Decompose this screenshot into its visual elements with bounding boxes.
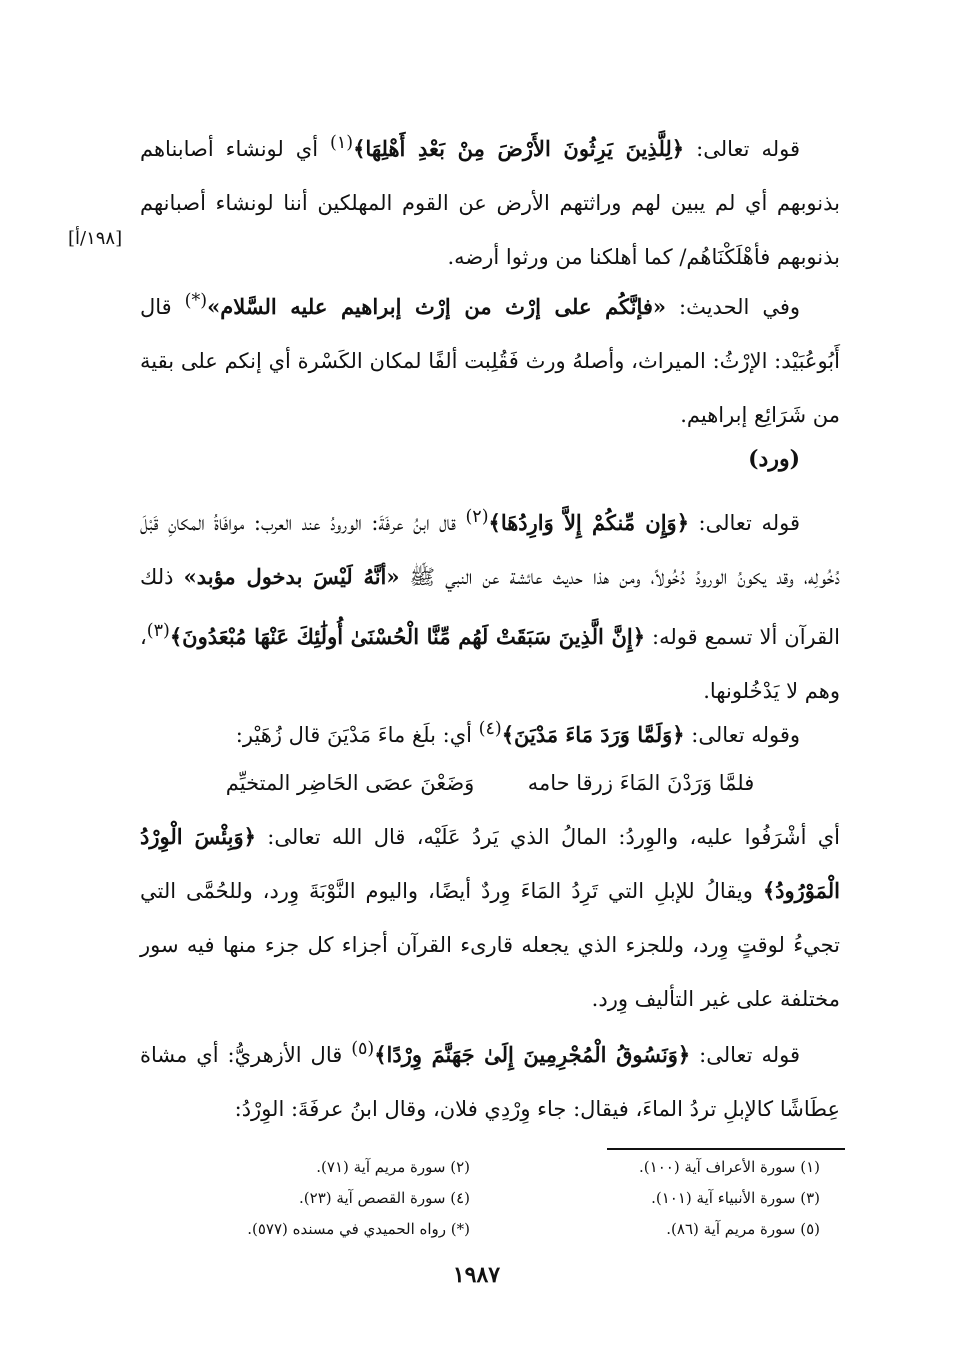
- poetry-verse-block: [140, 756, 840, 810]
- footnote-marker: (١): [330, 133, 354, 153]
- paragraph-intro: أي أشْرَفُوا عليه، والوِردُ: المالُ الذي يَردُ عَلَيْه، قال الله تعالى:: [255, 825, 840, 849]
- paragraph-3: [140, 490, 840, 718]
- paragraph-intro: وقوله تعالى:: [684, 723, 800, 747]
- footnote: (٣) سورة الأنبياء آية (١٠١).: [651, 1189, 820, 1207]
- section-heading-block: [140, 432, 840, 486]
- poetry-verse: [140, 756, 840, 810]
- paragraph-intro: قوله تعالى:: [690, 1043, 800, 1067]
- paragraph-text: أي: بلَغ ماءَ مَدْيَنَ قال زُهَيْر:: [235, 723, 479, 747]
- footnote-marker: (٥): [351, 1039, 375, 1059]
- footnote: (٤) سورة القصص آية (٢٣).: [299, 1189, 470, 1207]
- footnotes: [150, 1152, 820, 1245]
- footnote-marker: (*): [184, 291, 208, 311]
- paragraph-5: [140, 810, 840, 1026]
- quran-quote: ﴿إِنَّ الَّذِينَ سَبَقَتْ لَهُم مِّنَّا الْحُسْنَىٰ أُولَٰئِكَ عَنْهَا مُبْعَدُونَ﴾: [169, 624, 646, 649]
- verse-first-hemistich: فلمَّا وَرَدْنَ المَاءَ زرقا حامه: [527, 771, 755, 795]
- footnote-row: [150, 1214, 820, 1245]
- paragraph-text: ، وهم لا يَدْخُلونها.: [140, 625, 840, 703]
- page-number: ١٩٨٧: [452, 1262, 501, 1288]
- paragraph-intro: قوله تعالى:: [689, 511, 800, 535]
- footnote-row: [150, 1183, 820, 1214]
- quran-quote: ﴿لِلَّذِينَ يَرِثُونَ الأَرْضَ مِنْ بَعْدِ أَهْلِهَا﴾: [353, 136, 685, 161]
- footnote-row: [150, 1152, 820, 1183]
- paragraph-2: [140, 274, 840, 442]
- quran-quote: ﴿وَبِئْسَ الْوِرْدُ الْمَوْرُودُ﴾: [140, 824, 840, 903]
- hadith-quote: «أنَّهُ لَيْسَ بدخول مؤبد»: [183, 564, 400, 589]
- entry-paragraph-1: [140, 116, 840, 284]
- paragraph-text: قال ابنُ عرفَةَ: الورودُ عند العرب: موافَاةُ المكانِ قَبْلَ دُخُولِه، وقد يكونُ الورودُ دُخُولاً، ومن هذا حديث عائشة عن النبي ﷺ: [140, 511, 840, 589]
- paragraph-text: ذلك القرآن ألا تسمع قوله:: [140, 565, 840, 649]
- footnote: (٢) سورة مريم آية (٧١).: [316, 1158, 470, 1176]
- footnote-marker: (٤): [478, 719, 502, 739]
- footnote-marker: (٣): [146, 621, 170, 641]
- quran-quote: ﴿وَنَسُوقُ الْمُجْرِمِينَ إِلَىٰ جَهَنَّمَ وِرْدًا﴾: [374, 1042, 691, 1067]
- paragraph-text: قال أَبُوعُبَيْد: الإرْثُ: الميراث، وأصلهُ ورث فَقُلِبت ألفًا لمكان الكَسْرة أي إنكم على بقية من شَرَائِع إبراهيم.: [140, 295, 840, 427]
- footnote: (٥) سورة مريم آية (٨٦).: [666, 1220, 820, 1238]
- entry-paragraph-2: [140, 274, 840, 442]
- paragraph-1: [140, 116, 840, 284]
- entry-paragraph-6: [140, 1022, 840, 1136]
- paragraph-4: [140, 702, 840, 762]
- paragraph-6: [140, 1022, 840, 1136]
- entry-paragraph-4: [140, 702, 840, 762]
- quran-quote: ﴿وَلَمَّا وَرَدَ مَاءَ مَدْيَنَ﴾: [501, 722, 685, 747]
- entry-paragraph-3: [140, 490, 840, 718]
- footnote: (*) رواه الحميدي في مسنده (٥٧٧).: [247, 1220, 470, 1238]
- section-heading: (ورد): [748, 446, 800, 472]
- paragraph-text: ويقالُ للإبلِ التي تَرِدُ المَاءَ وِردٌ أيضًا، واليوم النَّوْبَةَ وِرد، وللحُمَّى التي تجيءُ لوقتٍ وِرد، وللجزء الذي يجعله قارىء القرآن أجزاء كل جزء منها فيه سور مختلفة على غير التأليف وِرد.: [140, 879, 840, 1011]
- paragraph-text: قال الأزهريُّ: أي مشاة عِطَاشًا كالإبلِ تردُ الماءَ، فيقال: جاء وِرْدِي فلان، وقال ابنُ عرفَةَ: الوِرْدُ:: [140, 1043, 840, 1121]
- footnote: (١) سورة الأعراف آية (١٠٠).: [639, 1158, 820, 1176]
- paragraph-text: أي لونشاء أصابناهم بذنوبهم أي لم يبين لهم وراثتهم الأرض عن القوم المهلكين أننا لونشاء أصبانهم بذنوبهم فأهْلَكْنَاهُم/ كما أهلكنا من ورثوا أرضه.: [140, 137, 840, 269]
- footnote-separator: [607, 1148, 845, 1150]
- paragraph-intro: قوله تعالى:: [684, 137, 801, 161]
- quran-quote: ﴿وَإِن مِّنكُمْ إِلاَّ وَارِدُهَا﴾: [488, 510, 689, 535]
- footnote-marker: (٢): [465, 507, 489, 527]
- hadith-quote: «فإنَّكُم على إرْث من إرْث إبراهيم عليه السَّلام»: [207, 294, 667, 319]
- margin-folio-reference: [١٩٨/أ]: [68, 228, 123, 249]
- paragraph-intro: وفي الحديث:: [666, 295, 801, 319]
- verse-second-hemistich: وَضَعْنَ عصَى الحَاضِر المتخيِّم: [225, 771, 475, 795]
- entry-paragraph-5: [140, 810, 840, 1026]
